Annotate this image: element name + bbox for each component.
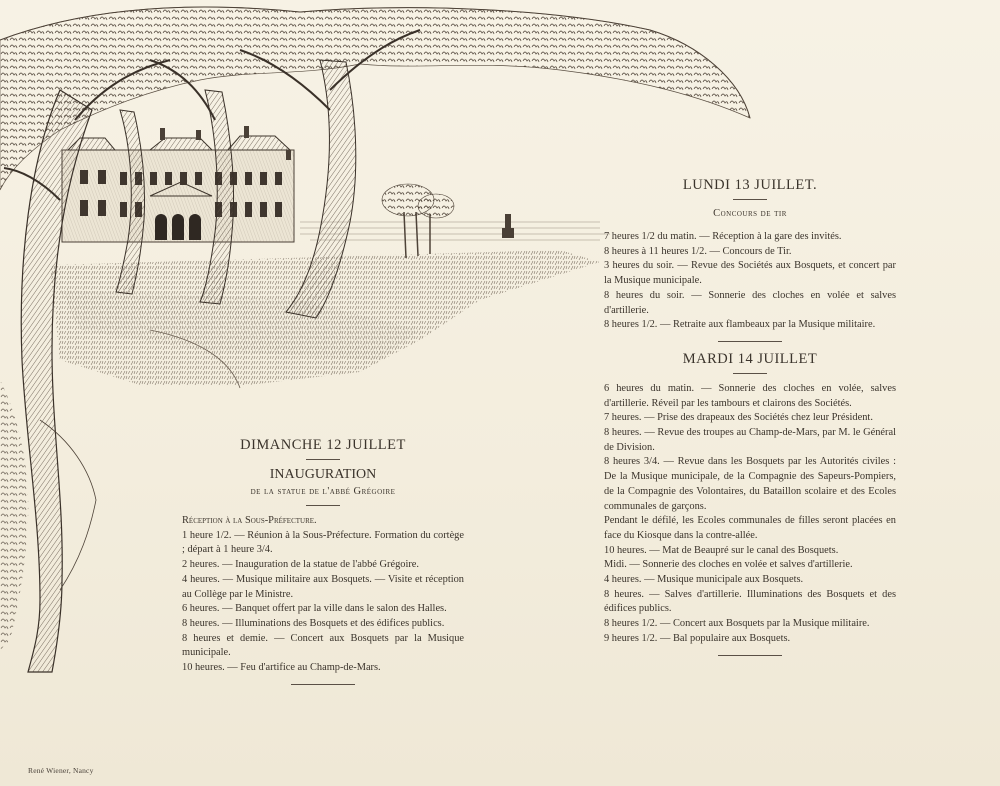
sunday-rule-2: [306, 505, 340, 506]
tuesday-entry: Midi. — Sonnerie des cloches en volée et salves d'artillerie.: [604, 559, 853, 571]
sunday-entry: 8 heures. — Illuminations des Bosquets et des édifices publics.: [182, 617, 445, 629]
sunday-lead: Réception à la Sous-Préfecture.: [182, 515, 317, 526]
tuesday-rule: [733, 373, 767, 374]
sunday-title: DIMANCHE 12 JUILLET: [240, 437, 406, 453]
monday-entry: 8 heures du soir. — Sonnerie des cloches en volée et salves d'artillerie.: [604, 289, 896, 316]
sunday-rule: [306, 459, 340, 460]
sunday-entry: 6 heures. — Banquet offert par la ville dans le salon des Halles.: [182, 603, 447, 615]
tuesday-entry: 9 heures 1/2. — Bal populaire aux Bosquets.: [604, 632, 791, 644]
tuesday-entry: 10 heures. — Mat de Beaupré sur le canal des Bosquets.: [604, 544, 839, 556]
tuesday-title: MARDI 14 JUILLET: [682, 350, 818, 367]
monday-title: LUNDI 13 JUILLET.: [682, 177, 818, 193]
tuesday-entries: [604, 382, 896, 647]
sunday-entry: 1 heure 1/2. — Réunion à la Sous-Préfecture. Formation du cortège ; départ à 1 heure 3/4.: [182, 529, 464, 556]
sunday-entry: 4 heures. — Musique militaire aux Bosquets. — Visite et réception au Collège par le Ministre.: [182, 573, 464, 600]
sunday-end-rule: [291, 684, 355, 685]
monday-entry: 8 heures 1/2. — Retraite aux flambeaux par la Musique militaire.: [604, 319, 876, 331]
monday-entry: 3 heures du soir. — Revue des Sociétés aux Bosquets, et concert par la Musique municipale.: [604, 260, 896, 287]
sunday-entry: 2 heures. — Inauguration de la statue de l'abbé Grégoire.: [182, 559, 420, 571]
sunday-entries: [182, 514, 464, 676]
statue: [502, 214, 514, 238]
monday-entry: 7 heures 1/2 du matin. — Réception à la gare des invités.: [604, 231, 842, 242]
monday-tuesday-section: [604, 176, 896, 664]
tuesday-end-rule: [718, 655, 782, 656]
tuesday-entry: 8 heures 1/2. — Concert aux Bosquets par la Musique militaire.: [604, 618, 870, 630]
monday-rule: [733, 199, 767, 200]
tuesday-entry: 8 heures. — Revue des troupes au Champ-de-Mars, par M. le Général de Division.: [604, 427, 896, 453]
tuesday-entry: 6 heures du matin. — Sonnerie des cloches en volée, salves d'artillerie. Réveil par les tambours et clairons des Sociétés.: [604, 382, 896, 409]
tuesday-entry: 8 heures 3/4. — Revue dans les Bosquets par les Autorités civiles : De la Musique municipale, de la Compagnie des Sapeurs-Pompiers, de la Compagnie des Volontaires, du Bataillon scolaire et des Ecoles communales de garçons.: [604, 456, 896, 512]
printer-credit: René Wiener, Nancy: [28, 766, 94, 775]
sunday-entry: 10 heures. — Feu d'artifice au Champ-de-Mars.: [182, 662, 381, 674]
sunday-entry: 8 heures et demie. — Concert aux Bosquets par la Musique municipale.: [182, 632, 464, 659]
chateau: [62, 126, 294, 242]
monday-subtitle: Concours de tir: [713, 208, 787, 219]
monday-end-rule: [718, 341, 782, 342]
tuesday-entry: 7 heures. — Prise des drapeaux des Sociétés chez leur Président.: [604, 412, 873, 424]
sunday-subtitle: INAUGURATION: [269, 467, 377, 482]
sunday-subsubtitle: de la statue de l'abbé Grégoire: [250, 486, 396, 497]
tuesday-entry: 4 heures. — Musique municipale aux Bosquets.: [604, 574, 804, 586]
sunday-section: [182, 436, 464, 693]
tuesday-entry: 8 heures. — Salves d'artillerie. Illuminations des Bosquets et des édifices publics.: [604, 588, 896, 615]
monday-entry: 8 heures à 11 heures 1/2. — Concours de Tir.: [604, 245, 792, 257]
tuesday-entry: Pendant le défilé, les Ecoles communales de filles seront placées en face du Kiosque dans la contre-allée.: [604, 515, 896, 541]
monday-entries: [604, 230, 896, 333]
